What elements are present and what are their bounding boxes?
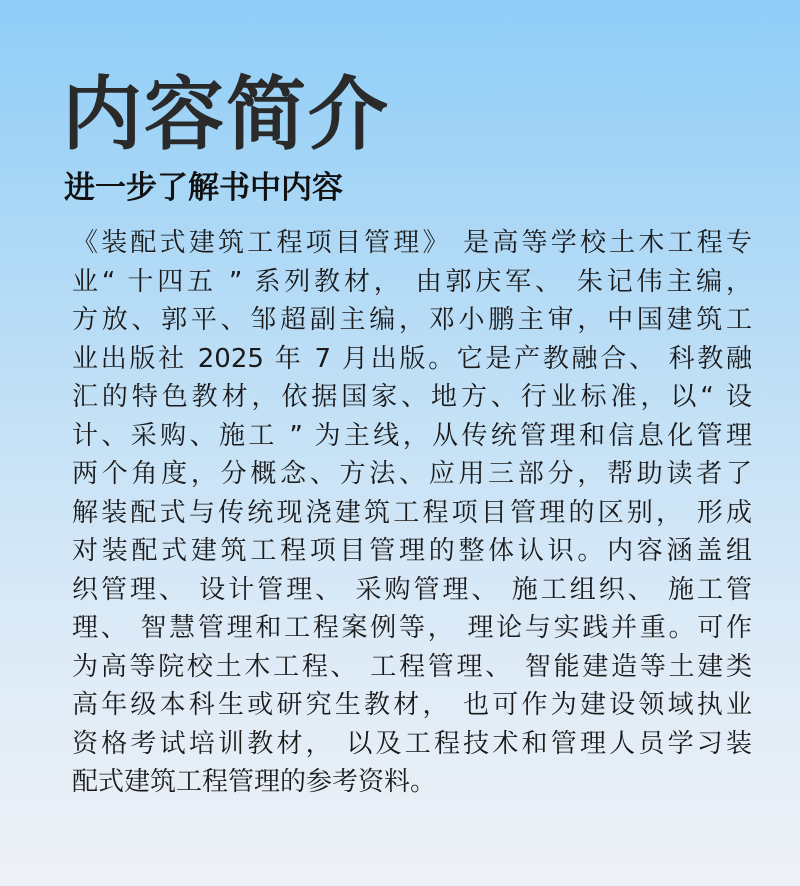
- description-line: 资格考试培训教材， 以及工程技术和管理人员学习装: [72, 728, 752, 759]
- description-line: 计、采购、施工 ” 为主线，从传统管理和信息化管理: [72, 420, 752, 451]
- description-line: 汇的特色教材，依据国家、地方、行业标准，以“ 设: [72, 382, 752, 412]
- page-title: 内容简介: [62, 68, 390, 161]
- description-line: 两个角度，分概念、方法、应用三部分，帮助读者了: [72, 459, 752, 489]
- description-line: 对装配式建筑工程项目管理的整体认识。内容涵盖组: [72, 536, 752, 566]
- description-line: 织管理、 设计管理、 采购管理、 施工组织、 施工管: [72, 574, 752, 605]
- description-paragraph: [72, 224, 752, 802]
- page-subtitle: 进一步了解书中内容: [64, 170, 343, 206]
- description-line: 理、 智慧管理和工程案例等， 理论与实践并重。可作: [72, 613, 752, 643]
- description-line: 业出版社 2025 年 7 月出版。它是产教融合、 科教融: [72, 343, 752, 374]
- description-line: 方放、郭平、邹超副主编，邓小鹏主审，中国建筑工: [72, 305, 752, 335]
- description-line: 《装配式建筑工程项目管理》 是高等学校土木工程专: [72, 228, 752, 258]
- description-line: 业“ 十四五 ” 系列教材， 由郭庆军、 朱记伟主编，: [72, 266, 752, 297]
- description-line: 配式建筑工程管理的参考资料。: [72, 767, 437, 797]
- description-line: 解装配式与传统现浇建筑工程项目管理的区别， 形成: [72, 497, 752, 528]
- description-line: 高年级本科生或研究生教材， 也可作为建设领域执业: [72, 690, 752, 720]
- description-line: 为高等院校土木工程、 工程管理、 智能建造等土建类: [72, 651, 752, 682]
